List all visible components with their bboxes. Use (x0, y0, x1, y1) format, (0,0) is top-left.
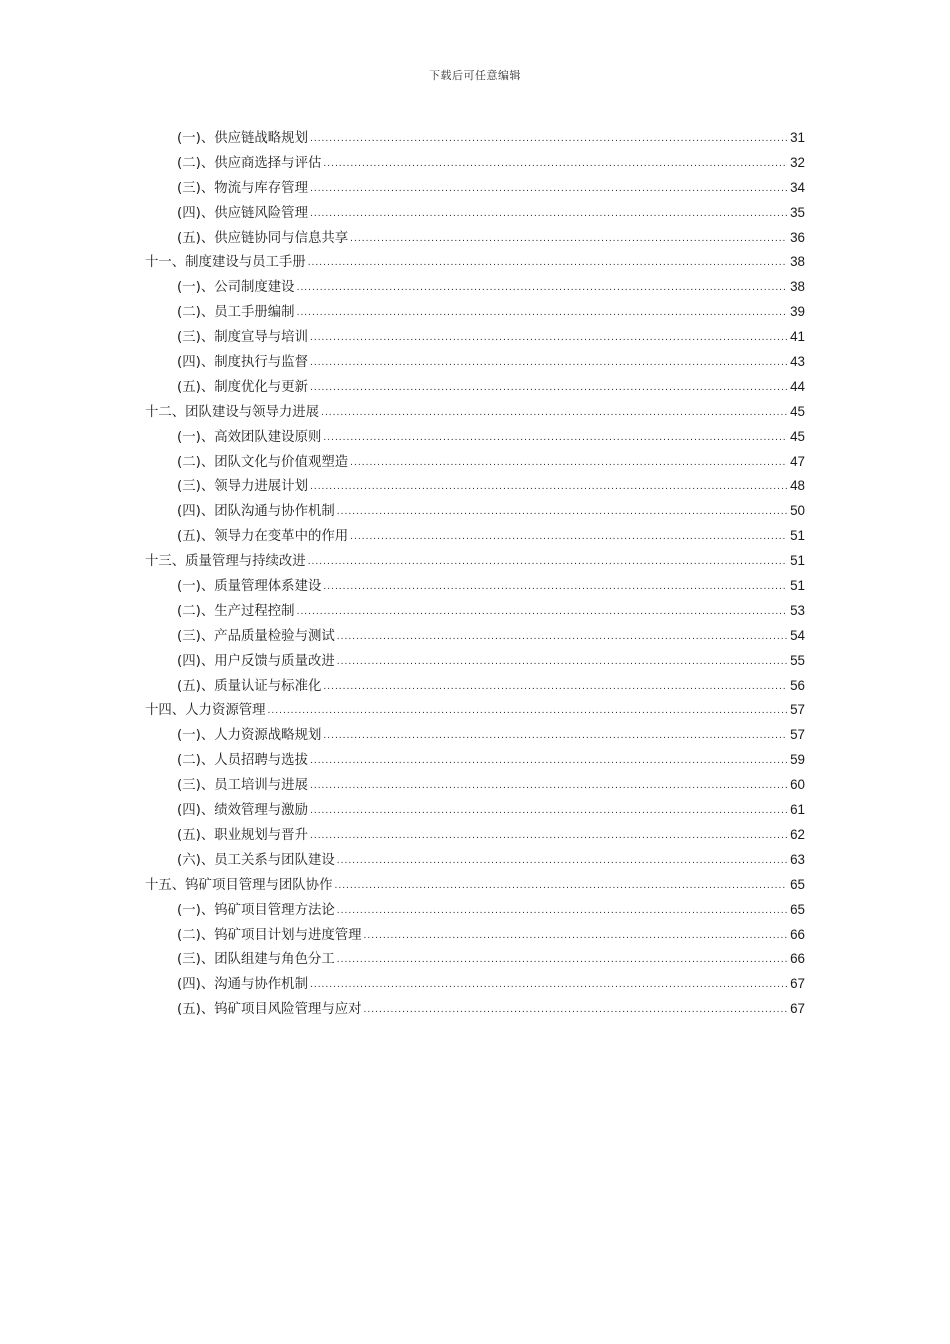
toc-entry-label: (一)、公司制度建设 (177, 280, 295, 296)
toc-dot-leader (337, 625, 787, 650)
toc-page-number: 31 (790, 130, 805, 145)
toc-dot-leader (364, 998, 787, 1023)
toc-page-number: 65 (790, 901, 805, 917)
toc-page-number: 39 (790, 304, 805, 320)
toc-dot-leader (334, 874, 787, 899)
toc-page-number: 54 (790, 627, 805, 643)
toc-page-number: 66 (790, 951, 805, 967)
toc-page-number: 32 (790, 154, 805, 170)
toc-page-number: 51 (790, 553, 805, 569)
toc-chapter-entry[interactable] (145, 549, 805, 574)
toc-page-number: 60 (790, 777, 805, 793)
toc-entry-label: (二)、供应商选择与评估 (177, 155, 322, 171)
toc-dot-leader (308, 251, 787, 276)
toc-section-entry[interactable] (145, 524, 805, 549)
toc-dot-leader (323, 675, 787, 700)
toc-page-number: 44 (790, 378, 805, 394)
toc-entry-label: (二)、团队文化与价值观塑造 (177, 454, 349, 470)
toc-section-entry[interactable] (145, 748, 805, 773)
toc-dot-leader (310, 351, 787, 376)
toc-dot-leader (310, 127, 787, 152)
toc-page-number: 61 (790, 802, 805, 818)
toc-chapter-entry[interactable] (145, 400, 805, 425)
toc-section-entry[interactable] (145, 649, 805, 674)
toc-entry-label: (一)、质量管理体系建设 (177, 579, 322, 595)
toc-entry-label: (四)、供应链风险管理 (177, 205, 308, 221)
toc-section-entry[interactable] (145, 848, 805, 873)
toc-chapter-entry[interactable] (145, 250, 805, 275)
toc-page-number: 35 (790, 204, 805, 220)
toc-page-number: 34 (790, 179, 805, 195)
toc-section-entry[interactable] (145, 997, 805, 1022)
toc-page-number: 55 (790, 652, 805, 668)
toc-dot-leader (323, 575, 787, 600)
toc-section-entry[interactable] (145, 574, 805, 599)
toc-page-number: 62 (790, 826, 805, 842)
toc-chapter-entry[interactable] (145, 698, 805, 723)
toc-page-number: 45 (790, 403, 805, 419)
toc-dot-leader (268, 699, 787, 724)
toc-section-entry[interactable] (145, 972, 805, 997)
toc-entry-label: (四)、团队沟通与协作机制 (177, 504, 335, 520)
toc-dot-leader (297, 600, 787, 625)
toc-entry-label: (四)、绩效管理与激励 (177, 803, 308, 819)
toc-section-entry[interactable] (145, 176, 805, 201)
toc-section-entry[interactable] (145, 151, 805, 176)
toc-page-number: 36 (790, 229, 805, 245)
toc-dot-leader (337, 948, 787, 973)
toc-page-number: 65 (790, 876, 805, 892)
toc-page-number: 51 (790, 578, 805, 594)
toc-entry-label: (三)、产品质量检验与测试 (177, 628, 335, 644)
toc-page-number: 56 (790, 677, 805, 693)
toc-section-entry[interactable] (145, 425, 805, 450)
toc-entry-label: (三)、制度宣导与培训 (177, 330, 308, 346)
toc-entry-label: (一)、供应链战略规划 (177, 131, 308, 146)
toc-entry-label: (五)、质量认证与标准化 (177, 678, 322, 694)
toc-page-number: 41 (790, 329, 805, 345)
table-of-contents (145, 126, 805, 1022)
toc-section-entry[interactable] (145, 375, 805, 400)
toc-dot-leader (310, 177, 787, 202)
toc-entry-label: (五)、钨矿项目风险管理与应对 (177, 1002, 362, 1018)
toc-section-entry[interactable] (145, 674, 805, 699)
toc-dot-leader (310, 799, 787, 824)
toc-dot-leader (337, 899, 787, 924)
toc-section-entry[interactable] (145, 947, 805, 972)
toc-page-number: 38 (790, 254, 805, 270)
toc-section-entry[interactable] (145, 474, 805, 499)
toc-section-entry[interactable] (145, 201, 805, 226)
toc-page-number: 67 (790, 1001, 805, 1017)
toc-page-number: 45 (790, 428, 805, 444)
toc-section-entry[interactable] (145, 798, 805, 823)
toc-chapter-entry[interactable] (145, 873, 805, 898)
toc-page-number: 47 (790, 453, 805, 469)
toc-entry-label: (二)、人员招聘与选拔 (177, 753, 308, 769)
toc-section-entry[interactable] (145, 923, 805, 948)
toc-page-number: 57 (790, 702, 805, 718)
toc-page-number: 67 (790, 976, 805, 992)
toc-entry-label: (三)、员工培训与进展 (177, 778, 308, 794)
toc-section-entry[interactable] (145, 325, 805, 350)
toc-entry-label: (六)、员工关系与团队建设 (177, 852, 335, 868)
toc-page-number: 38 (790, 279, 805, 295)
toc-dot-leader (321, 401, 787, 426)
toc-entry-label: (三)、领导力进展计划 (177, 479, 308, 495)
toc-section-entry[interactable] (145, 450, 805, 475)
toc-entry-label: (五)、领导力在变革中的作用 (177, 529, 349, 545)
toc-entry-label: 十四、人力资源管理 (145, 703, 266, 719)
toc-page-number: 48 (790, 478, 805, 494)
toc-dot-leader (364, 924, 787, 949)
toc-entry-label: (三)、物流与库存管理 (177, 180, 308, 196)
toc-dot-leader (323, 426, 787, 451)
toc-entry-label: (一)、高效团队建设原则 (177, 429, 322, 445)
toc-dot-leader (350, 227, 787, 252)
toc-entry-label: (五)、制度优化与更新 (177, 379, 308, 395)
toc-entry-label: (二)、员工手册编制 (177, 305, 295, 321)
toc-dot-leader (310, 326, 787, 351)
toc-dot-leader (350, 451, 787, 476)
toc-entry-label: 十一、制度建设与员工手册 (145, 255, 306, 271)
toc-dot-leader (297, 301, 787, 326)
toc-dot-leader (337, 650, 787, 675)
toc-dot-leader (323, 152, 787, 177)
toc-dot-leader (310, 973, 787, 998)
toc-page-number: 57 (790, 727, 805, 743)
toc-entry-label: (四)、制度执行与监督 (177, 355, 308, 371)
toc-page-number: 53 (790, 602, 805, 618)
toc-dot-leader (323, 724, 787, 749)
toc-entry-label: (三)、团队组建与角色分工 (177, 952, 335, 968)
toc-entry-label: (二)、生产过程控制 (177, 603, 295, 619)
toc-dot-leader (310, 774, 787, 799)
toc-section-entry[interactable] (145, 624, 805, 649)
toc-section-entry[interactable] (145, 773, 805, 798)
toc-page-number: 59 (790, 752, 805, 768)
toc-dot-leader (310, 749, 787, 774)
toc-page-number: 63 (790, 851, 805, 867)
toc-entry-label: (四)、用户反馈与质量改进 (177, 653, 335, 669)
toc-dot-leader (310, 824, 787, 849)
toc-dot-leader (310, 376, 787, 401)
toc-entry-label: (二)、钨矿项目计划与进度管理 (177, 927, 362, 943)
toc-section-entry[interactable] (145, 275, 805, 300)
toc-entry-label: (五)、供应链协同与信息共享 (177, 230, 349, 246)
toc-section-entry[interactable] (145, 300, 805, 325)
toc-dot-leader (310, 475, 787, 500)
toc-entry-label: 十五、钨矿项目管理与团队协作 (145, 877, 333, 893)
toc-section-entry[interactable] (145, 350, 805, 375)
toc-entry-label: 十二、团队建设与领导力进展 (145, 404, 320, 420)
toc-dot-leader (297, 276, 787, 301)
toc-section-entry[interactable] (145, 226, 805, 251)
toc-page-number: 43 (790, 354, 805, 370)
toc-entry-label: (一)、人力资源战略规划 (177, 728, 322, 744)
toc-dot-leader (308, 550, 787, 575)
toc-entry-label: (五)、职业规划与晋升 (177, 827, 308, 843)
toc-dot-leader (337, 849, 787, 874)
toc-dot-leader (310, 202, 787, 227)
toc-entry-label: (四)、沟通与协作机制 (177, 977, 308, 993)
toc-entry-label: (一)、钨矿项目管理方法论 (177, 902, 335, 918)
toc-section-entry[interactable] (145, 823, 805, 848)
toc-dot-leader (350, 525, 787, 550)
toc-entry-label: 十三、质量管理与持续改进 (145, 554, 306, 570)
toc-section-entry[interactable] (145, 126, 805, 151)
toc-section-entry[interactable] (145, 499, 805, 524)
toc-section-entry[interactable] (145, 599, 805, 624)
toc-dot-leader (337, 500, 787, 525)
page-header: 下载后可任意编辑 (429, 69, 521, 82)
toc-page-number: 50 (790, 503, 805, 519)
toc-section-entry[interactable] (145, 898, 805, 923)
toc-page-number: 66 (790, 926, 805, 942)
toc-page-number: 51 (790, 528, 805, 544)
toc-section-entry[interactable] (145, 723, 805, 748)
